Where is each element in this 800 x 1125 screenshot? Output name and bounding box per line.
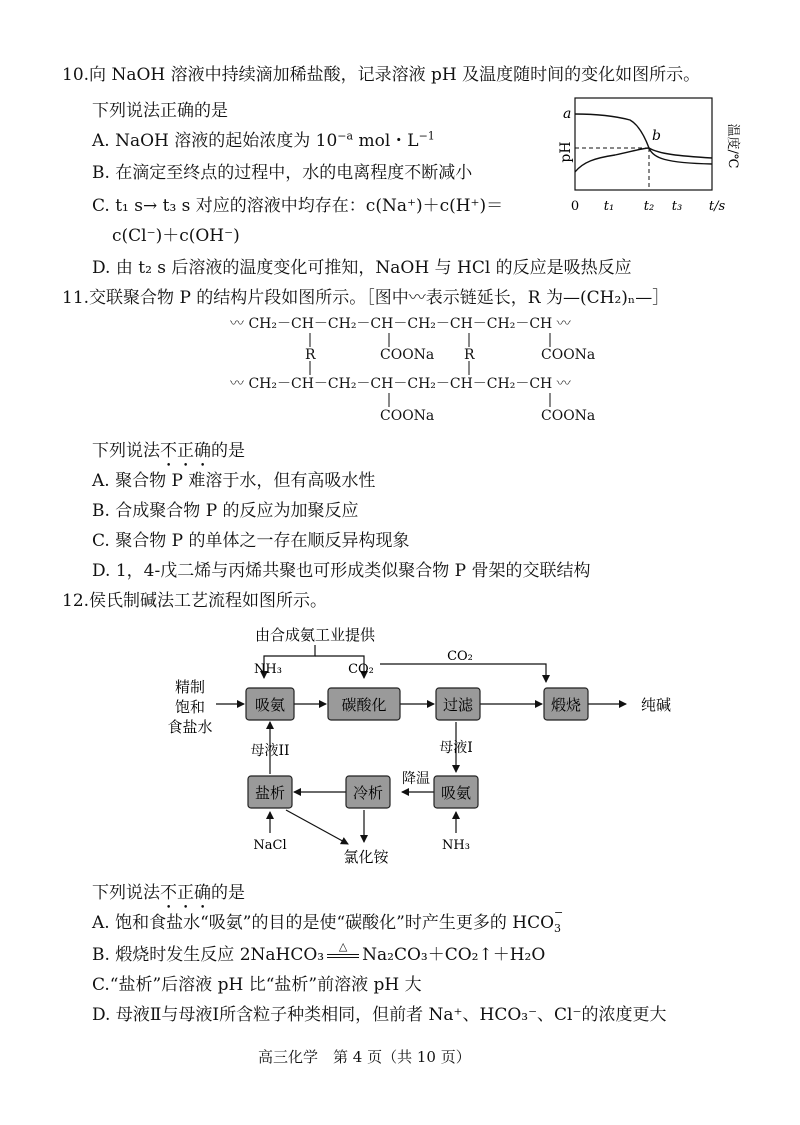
q10-a-mid: mol・L xyxy=(353,131,419,151)
flow-mother-liquor-2: 母液II xyxy=(250,743,290,759)
structure-r-1: R xyxy=(305,347,316,363)
q10-option-b: B. 在滴定至终点的过程中，水的电离程度不断减小 xyxy=(92,163,473,183)
q10-stem: 10.向 NaOH 溶液中持续滴加稀盐酸，记录溶液 pH 及温度随时间的变化如图所示。 xyxy=(62,65,701,85)
q11-ask-pre: 下列说法 xyxy=(92,441,160,461)
q12-option-c: C.“盐析”后溶液 pH 比“盐析”前溶液 pH 大 xyxy=(92,975,422,995)
structure-coona-4: COONa xyxy=(541,408,596,424)
q12-a-sup: − xyxy=(554,906,564,919)
q12-option-d: D. 母液Ⅱ与母液Ⅰ所含粒子种类相同，但前者 Na⁺、HCO₃⁻、Cl⁻的浓度更大 xyxy=(92,1005,667,1025)
q12-b-equals xyxy=(327,954,359,958)
q12-a-ion xyxy=(554,906,564,935)
q12-b-arrow xyxy=(324,940,362,966)
flow-source: 由合成氨工业提供 xyxy=(254,626,376,644)
q12-stem: 12.侯氏制碱法工艺流程如图所示。 xyxy=(62,591,328,611)
q10-ask: 下列说法正确的是 xyxy=(92,101,228,121)
box-cooling-label: 冷析 xyxy=(352,784,384,802)
q10-a-pre: A. NaOH 溶液的起始浓度为 10 xyxy=(92,131,338,151)
x-tick-axis: t/s xyxy=(708,199,726,214)
flow-ammonium-chloride: 氯化铵 xyxy=(343,848,389,866)
q12-option-b xyxy=(92,940,546,966)
structure-row2: 〰 CH₂－CH－CH₂－CH－CH₂－CH－CH₂－CH 〰 xyxy=(230,376,571,392)
x-tick-0: 0 xyxy=(570,199,580,214)
structure-coona-2: COONa xyxy=(541,347,596,363)
q11-structure xyxy=(230,315,610,435)
graph-x-ticks xyxy=(571,199,726,214)
q11-ask-emph: 不正确 xyxy=(160,441,211,461)
structure-r-2: R xyxy=(464,347,475,363)
structure-coona-3: COONa xyxy=(380,408,435,424)
flow-cooling-label: 降温 xyxy=(402,771,430,787)
box-absorb-ammonia-2 xyxy=(434,776,478,808)
page-footer: 高三化学 第 4 页（共 10 页） xyxy=(258,1048,471,1066)
q11-option-d: D. 1，4-戊二烯与丙烯共聚也可形成类似聚合物 P 骨架的交联结构 xyxy=(92,561,591,581)
q12-option-a xyxy=(92,906,564,935)
x-tick-t3: t₃ xyxy=(671,199,683,214)
flow-feed-line1: 精制 xyxy=(174,678,206,696)
flow-feed-line3: 食盐水 xyxy=(167,718,213,736)
q10-graph xyxy=(555,92,755,224)
flow-nacl: NaCl xyxy=(253,838,287,853)
graph-frame xyxy=(575,98,712,190)
q10-option-c-line2: c(Cl⁻)＋c(OH⁻) xyxy=(112,226,240,246)
q11-stem: 11.交联聚合物 P 的结构片段如图所示。［图中〰表示链延长，R 为—(CH₂)ₙ—］ xyxy=(62,288,670,308)
q12-a-pre: A. 饱和食盐水“吸氨”的目的是使“碳酸化”时产生更多的 HCO xyxy=(92,913,555,933)
flow-mother-liquor-1: 母液I xyxy=(439,740,473,756)
graph-point-b: b xyxy=(652,128,661,144)
box-absorb-ammonia-1 xyxy=(246,688,294,720)
structure-coona-1: COONa xyxy=(380,347,435,363)
q10-option-d: D. 由 t₂ s 后溶液的温度变化可推知，NaOH 与 HCl 的反应是吸热反应 xyxy=(92,258,632,278)
flow-nh3-bottom: NH₃ xyxy=(442,838,470,853)
flow-nh3-top: NH₃ xyxy=(254,662,282,677)
box-salting-out xyxy=(248,776,292,808)
q11-option-c: C. 聚合物 P 的单体之一存在顺反异构现象 xyxy=(92,531,410,551)
q10-a-exp2: −1 xyxy=(418,129,435,143)
q11-option-a: A. 聚合物 P 难溶于水，但有高吸水性 xyxy=(92,471,376,491)
graph-point-a: a xyxy=(563,106,572,122)
box-cooling xyxy=(346,776,390,808)
graph-y-left-label: pH xyxy=(558,141,574,163)
box-calcine-label: 煅烧 xyxy=(550,696,582,714)
x-tick-t2: t₂ xyxy=(643,199,655,214)
flow-product: 纯碱 xyxy=(640,696,672,714)
box-filter xyxy=(436,688,480,720)
q12-b-post: Na₂CO₃＋CO₂↑＋H₂O xyxy=(362,945,546,965)
box-calcine xyxy=(544,688,588,720)
q12-ask-post: 的是 xyxy=(211,883,245,903)
box-absorb-ammonia-1-label: 吸氨 xyxy=(254,696,286,714)
q12-b-pre: B. 煅烧时发生反应 2NaHCO₃ xyxy=(92,945,325,965)
x-tick-t1: t₁ xyxy=(603,199,615,214)
box-salting-out-label: 盐析 xyxy=(254,784,286,802)
q12-ask-pre: 下列说法 xyxy=(92,883,160,903)
flow-co2-right: CO₂ xyxy=(447,649,473,664)
q10-option-c-line1: C. t₁ s→ t₃ s 对应的溶液中均存在：c(Na⁺)＋c(H⁺)＝ xyxy=(92,196,504,216)
q12-b-delta: △ xyxy=(338,940,348,953)
graph-y-right-label: 温度/℃ xyxy=(725,123,740,169)
structure-row1: 〰 CH₂－CH－CH₂－CH－CH₂－CH－CH₂－CH 〰 xyxy=(230,316,571,332)
q12-flowchart xyxy=(160,620,720,885)
box-carbonation xyxy=(328,688,400,720)
q12-ask-emph: 不正确 xyxy=(160,883,211,903)
q11-ask-post: 的是 xyxy=(211,441,245,461)
temperature-curve xyxy=(575,148,712,172)
q10-option-a xyxy=(92,130,435,152)
q10-a-exp: −a xyxy=(337,129,354,143)
box-filter-label: 过滤 xyxy=(442,696,474,714)
box-carbonation-label: 碳酸化 xyxy=(341,696,387,714)
flow-feed-line2: 饱和 xyxy=(174,698,206,716)
q11-option-b: B. 合成聚合物 P 的反应为加聚反应 xyxy=(92,501,359,521)
box-absorb-ammonia-2-label: 吸氨 xyxy=(440,784,472,802)
q12-a-sub: 3 xyxy=(554,922,562,935)
q12-ask xyxy=(92,882,245,913)
flow-co2-left: CO₂ xyxy=(348,662,374,677)
q11-ask xyxy=(92,440,245,471)
